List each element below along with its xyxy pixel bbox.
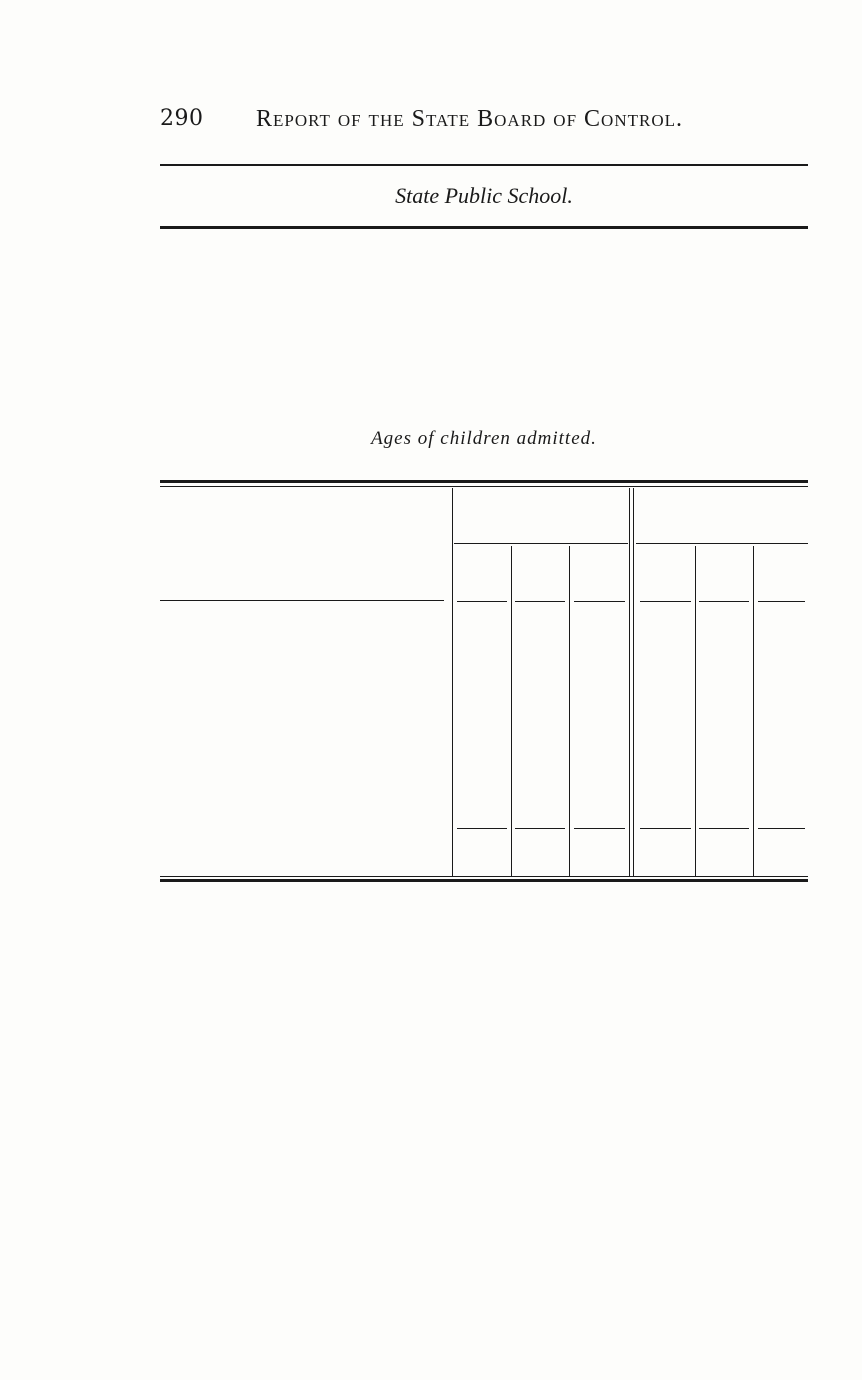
rule-under-headers-stub: [160, 600, 444, 601]
rule-column: [695, 546, 696, 876]
rule-under-header-col: [758, 601, 805, 602]
header-rule-bottom: [160, 226, 808, 229]
rule-under-header-col: [457, 601, 507, 602]
rule-above-totals: [699, 828, 749, 829]
rule-above-totals: [457, 828, 507, 829]
rule-above-totals: [758, 828, 805, 829]
header-rule-top: [160, 164, 808, 166]
rule-stub: [452, 488, 453, 876]
rule-under-header-col: [699, 601, 749, 602]
rule-column: [511, 546, 512, 876]
table-rule-bottom: [160, 879, 808, 882]
rule-column: [569, 546, 570, 876]
rule-under-header-col: [515, 601, 565, 602]
rule-column: [753, 546, 754, 876]
table-rule-bottom-thin: [160, 876, 808, 877]
page-number: 290: [160, 106, 204, 131]
rule-under-header-col: [640, 601, 691, 602]
rule-under-header-col: [574, 601, 625, 602]
rule-double-a: [629, 488, 630, 876]
table-rule-top-thin: [160, 486, 808, 487]
rule-under-year-1899: [454, 543, 628, 544]
section-title: State Public School.: [395, 183, 573, 208]
rule-above-totals: [515, 828, 565, 829]
rule-under-year-1900: [636, 543, 808, 544]
rule-above-totals: [640, 828, 691, 829]
table-caption: Ages of children admitted.: [371, 428, 597, 449]
table-rule-top: [160, 480, 808, 483]
rule-above-totals: [574, 828, 625, 829]
rule-double-b: [633, 488, 634, 876]
running-title: Report of the State Board of Control.: [256, 106, 683, 132]
